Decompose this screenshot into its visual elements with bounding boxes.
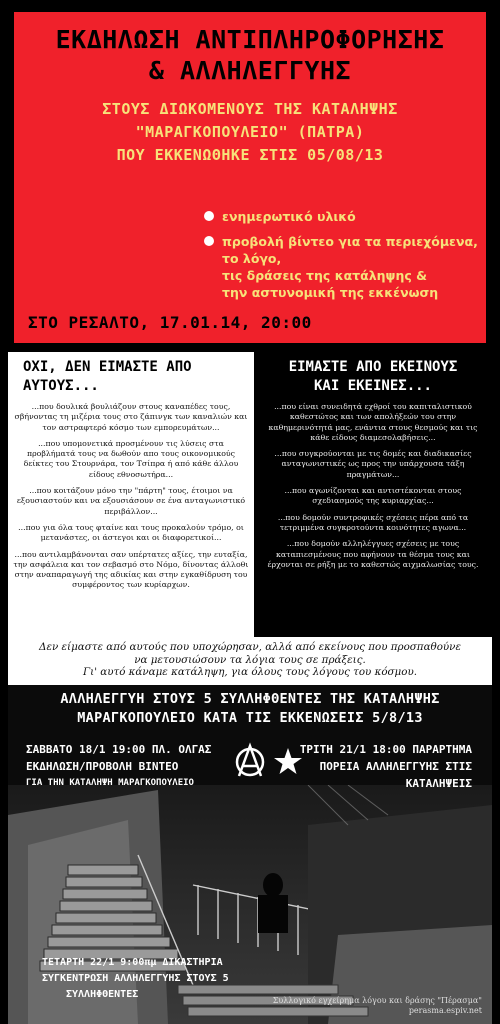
event-tuesday xyxy=(300,741,472,792)
right-paragraph: ...που είναι συνειδητά εχθροί του καπιταλιστικού καθεστώτος και των απολήξεών του στην καθημερινότητά μας, ενάντια στους θεσμούς και τις κάθε είδους διαμεσολαβήσεις... xyxy=(268,402,478,442)
statement-line: Γι' αυτό κάναμε κατάληψη, για όλους τους λόγους του κόσμου. xyxy=(83,666,417,678)
star-icon xyxy=(274,748,302,774)
left-column-heading: ΟΧΙ, ΔΕΝ ΕΙΜΑΣΤΕ ΑΠΟ ΑΥΤΟΥΣ... xyxy=(23,359,192,394)
subtitle-line1: ΣΤΟΥΣ ΔΙΩΚΟΜΕΝΟΥΣ ΤΗΣ ΚΑΤΑΛΗΨΗΣ xyxy=(102,100,398,118)
program-item-label: ενημερωτικό υλικό xyxy=(222,209,356,224)
left-paragraph: ...που αντιλαμβάνονται σαν υπέρτατες αξίες, την ευταξία, την ασφάλεια και τον σεβασμό στο Νόμο, δίνοντας άλλοθι στην αναπαραγωγή της αδικίας και στην εγκαθίδρυση του συμφέροντος των κυρίαρχων. xyxy=(13,549,249,590)
statement-band xyxy=(8,637,492,685)
bullet-dot-icon xyxy=(204,236,214,246)
left-paragraph: ...που κοιτάζουν μόνο την "πάρτη" τους, έτοιμοι να εξουσιαστούν και να εξουσιάσουν σε ένα ανταγωνιστικό περιβάλλον... xyxy=(16,486,246,516)
statement-line: Δεν είμαστε από αυτούς που υποχώρησαν, αλλά από εκείνους που προσπαθούνε xyxy=(39,641,461,653)
event-tuesday-line1: ΤΡΙΤΗ 21/1 18:00 ΠΑΡΑΡΤΗΜΑ xyxy=(299,743,472,756)
left-paragraph: ...που για όλα τους φταίνε και τους προκαλούν τρόμο, οι μετανάστες, οι άστεγοι και οι διαφορετικοί... xyxy=(18,522,244,543)
top-banner xyxy=(0,0,500,352)
red-panel xyxy=(14,12,486,343)
footer-credit xyxy=(273,996,482,1016)
solidarity-heading-line2: ΜΑΡΑΓΚΟΠΟΥΛΕΙΟ ΚΑΤΑ ΤΙΣ ΕΚΚΕΝΩΣΕΙΣ 5/8/13 xyxy=(77,710,423,726)
solidarity-section xyxy=(8,685,492,1024)
left-paragraph: ...που δουλικά βουλιάζουν στους καναπέδες τους, σβήνοντας τη μιζέρια τους στο ζάπινγκ των καναλιών και τον αστραφτερό κόσμο των εμπορευμάτων... xyxy=(14,402,248,432)
solidarity-heading-line1: ΑΛΛΗΛΕΓΓΥΗ ΣΤΟΥΣ 5 ΣΥΛΛΗΦΘΕΝΤΕΣ ΤΗΣ ΚΑΤΑΛΗΨΗΣ xyxy=(60,691,440,707)
program-item-label: την αστυνομική της εκκένωση xyxy=(222,285,439,300)
program-item-label: προβολή βίντεο για τα περιεχόμενα, το λόγο, xyxy=(222,234,478,266)
left-paragraph: ...που υπομονετικά προσμένουν τις λύσεις στα προβλήματά τους να δωθούν απο τους οικονομικούς δείκτες του Στουρνάρα, τον Τσίπρα ή από κάθε άλλου είδους εθνοσωτήρα... xyxy=(23,438,239,479)
program-list xyxy=(204,208,479,309)
right-paragraph: ...που αγωνίζονται και αντιστέκονται στους σχεδιασμούς της κυριαρχίας... xyxy=(284,486,462,506)
venue-datetime: ΣΤΟ ΡΕΣΑΛΤΟ, 17.01.14, 20:00 xyxy=(28,313,312,332)
footer-collective: Συλλογικό εγχείρημα λόγου και δράσης "Πέρασμα" xyxy=(272,996,482,1005)
subtitle-line3: ΠΟΥ ΕΚΚΕΝΩΘΗΚΕ ΣΤΙΣ 05/08/13 xyxy=(116,146,384,164)
right-column xyxy=(254,352,492,637)
program-item xyxy=(204,208,479,225)
event-saturday-line3: ΓΙΑ ΤΗΝ ΚΑΤΑΛΗΨΗ ΜΑΡΑΓΚΟΠΟΥΛΕΙΟ xyxy=(26,778,194,788)
program-item-label: τις δράσεις της κατάληψης & xyxy=(222,268,428,283)
right-paragraph: ...που συγκρούονται με τις δομές και διαδικασίες ανταγωνιστικές ως προς την υπάρχουσα τάξη πραγμάτων... xyxy=(274,449,472,479)
left-column xyxy=(8,352,254,637)
emblems xyxy=(230,742,310,782)
subtitle-line2: "ΜΑΡΑΓΚΟΠΟΥΛΕΙΟ" (ΠΑΤΡΑ) xyxy=(135,123,365,141)
event-title-line2: & ΑΛΛΗΛΕΓΓΥΗΣ xyxy=(148,56,352,85)
event-tuesday-line3: ΚΑΤΑΛΗΨΕΙΣ xyxy=(405,777,472,790)
event-tuesday-line2: ΠΟΡΕΙΑ ΑΛΛΗΛΕΓΓΥΗΣ ΣΤΙΣ xyxy=(319,760,472,773)
right-paragraph: ...που δομούν αλληλέγγυες σχέσεις με τους καταπιεσμένους που αφήνουν τα θέσμα τους και έρχονται σε ρήξη με το καθεστώς αιχμαλωσίας τους. xyxy=(267,539,479,569)
event-wednesday-line1: ΤΕΤΑΡΤΗ 22/1 9:00πμ ΔΙΚΑΣΤΗΡΙΑ xyxy=(42,957,223,968)
bullet-dot-icon xyxy=(204,211,214,221)
event-saturday xyxy=(26,741,211,792)
event-saturday-line1: ΣΑΒΒΑΤΟ 18/1 19:00 ΠΛ. ΟΛΓΑΣ xyxy=(26,743,212,756)
event-saturday-line2: ΕΚΔΗΛΩΣΗ/ΠΡΟΒΟΛΗ ΒΙΝΤΕΟ xyxy=(26,760,179,773)
program-item xyxy=(204,233,479,301)
event-wednesday-line3: ΣΥΛΛΗΦΘΕΝΤΕΣ xyxy=(66,989,139,1000)
right-paragraph: ...που δομούν συντροφικές σχέσεις πέρα από τα τετριμμένα συγκροτούντα κοινότητες αγωνα... xyxy=(277,512,469,532)
text-columns xyxy=(8,352,492,637)
anarchy-symbol-icon xyxy=(237,746,263,776)
right-column-heading-line2: ΚΑΙ ΕΚΕΙΝΕΣ... xyxy=(313,378,432,394)
statement-line: να μετουσιώσουν τα λόγια τους σε πράξεις. xyxy=(134,653,366,666)
event-wednesday xyxy=(42,955,229,1003)
event-title-line1: ΕΚΔΗΛΩΣΗ ΑΝΤΙΠΛΗΡΟΦΟΡΗΣΗΣ xyxy=(55,25,445,54)
footer-url: perasma.espiv.net xyxy=(408,1006,482,1015)
event-wednesday-line2: ΣΥΓΚΕΝΤΡΩΣΗ ΑΛΛΗΛΕΓΓΥΗΣ ΣΤΟΥΣ 5 xyxy=(42,973,229,984)
right-column-heading-line1: ΕΙΜΑΣΤΕ ΑΠΟ ΕΚΕΙΝΟΥΣ xyxy=(288,359,458,375)
